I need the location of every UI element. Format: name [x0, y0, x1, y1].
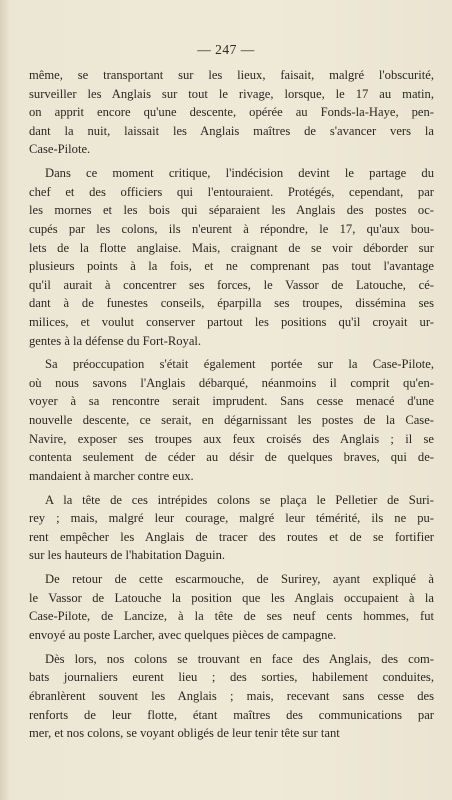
paragraph [29, 570, 434, 644]
text-line: mer, et nos colons, se voyant obligés de leur tenir tête sur tant [29, 726, 340, 741]
text-line: milices, et voulut conserver partout les positions qu'il croyait ur- [29, 314, 434, 329]
text-line: ébranlèrent souvent les Anglais ; mais, recevant sans cesse des [29, 688, 434, 703]
text-line: dant la nuit, laissait les Anglais maîtres de s'avancer vers la [29, 123, 434, 138]
paragraph [29, 164, 434, 350]
text-line: renforts de leur flotte, étant maîtres des communications par [29, 707, 434, 722]
text-line: voyer à sa rencontre serait imprudent. Sans cesse menacé d'une [29, 394, 434, 409]
text-line: nouvelle descente, ce serait, en dégarnissant les postes de la Case- [29, 413, 434, 428]
text-line: cupés par les colons, ils n'eurent à répondre, le 17, qu'aux bou- [29, 221, 434, 236]
text-line: sur les hauteurs de l'habitation Daguin. [29, 548, 226, 563]
text-line: surveiller les Anglais sur tout le rivage, lorsque, le 17 au matin, [29, 86, 434, 101]
text-line: où nous savons l'Anglais débarqué, néanmoins il comprit qu'en- [29, 375, 434, 390]
paragraph [29, 355, 434, 485]
text-line: mandaient à marcher contre eux. [29, 468, 194, 483]
paragraph [29, 66, 434, 159]
text-line: Dès lors, nos colons se trouvant en face des Anglais, des com- [45, 651, 434, 666]
text-line: Case-Pilote. [29, 142, 91, 157]
text-line: le Vassor de Latouche la position que les Anglais occupaient à la [29, 590, 434, 605]
text-line: rent empêcher les Anglais de tracer des routes et de se fortifier [29, 529, 434, 544]
text-line: dant à de funestes conseils, éparpilla ses troupes, dissémina ses [29, 296, 434, 311]
text-line: Navire, exposer ses troupes aux feux croisés des Anglais ; il se [29, 431, 434, 446]
text-line: rey ; mais, malgré leur courage, malgré leur témérité, ils ne pu- [29, 511, 434, 526]
paragraph [29, 650, 434, 743]
text-line: envoyé au poste Larcher, avec quelques pièces de campagne. [29, 627, 337, 642]
text-line: Case-Pilote, de Lancize, à la tête de ses neuf cents hommes, fut [29, 609, 434, 624]
text-line: même, se transportant sur les lieux, faisait, malgré l'obscurité, [29, 68, 434, 82]
page-number: — 247 — [197, 42, 255, 57]
text-line: plusieurs points à la fois, et ne comprenant pas tout l'avantage [29, 259, 434, 274]
body-text [29, 66, 434, 748]
text-line: contenta seulement de céder au désir de quelques braves, qui de- [29, 450, 434, 465]
paragraph [29, 491, 434, 565]
text-line: lets de la flotte anglaise. Mais, craignant de se voir déborder sur [29, 240, 434, 255]
text-line: Sa préoccupation s'était également portée sur la Case-Pilote, [45, 357, 434, 372]
text-line: on apprit encore qu'une descente, opérée au Fonds-la-Haye, pen- [29, 105, 434, 120]
text-line: gentes à la défense du Fort-Royal. [29, 333, 202, 348]
text-line: chef et des officiers qui l'entouraient. Protégés, cependant, par [29, 184, 434, 199]
text-line: A la tête de ces intrépides colons se plaça le Pelletier de Suri- [45, 492, 434, 507]
text-line: Dans ce moment critique, l'indécision devint le partage du [45, 166, 434, 181]
text-line: De retour de cette escarmouche, de Surirey, ayant expliqué à [45, 572, 434, 587]
text-line: bats journaliers eurent lieu ; des sorties, habilement conduites, [29, 670, 434, 685]
text-line: qu'il aurait à concentrer ses forces, le Vassor de Latouche, cé- [29, 277, 434, 292]
text-line: les mornes et les bois qui séparaient les Anglais des postes oc- [29, 203, 434, 218]
